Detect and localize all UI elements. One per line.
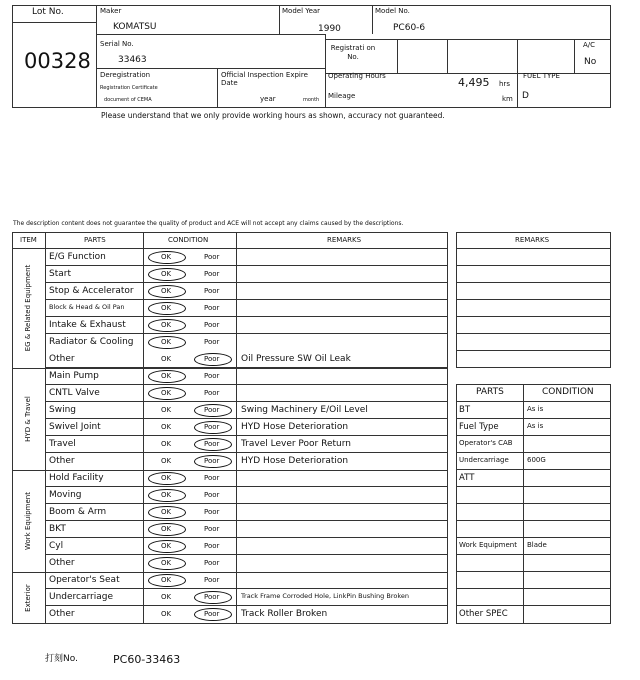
part-label: Hold Facility (49, 473, 104, 483)
part-label: BKT (49, 524, 66, 534)
deregistration-label: Deregistration (100, 71, 151, 79)
remarks2-header: REMARKS (515, 236, 550, 244)
spec-condition: As is (527, 422, 544, 430)
poor-option[interactable]: Poor (204, 491, 220, 499)
poor-option[interactable]: Poor (204, 576, 220, 584)
poor-option[interactable]: Poor (204, 457, 220, 465)
poor-option[interactable]: Poor (204, 406, 220, 414)
part-label: Stop & Accelerator (49, 286, 134, 296)
part-label: Swing (49, 405, 76, 415)
ok-option[interactable]: OK (161, 542, 172, 550)
registration-label: Registrati on No. (330, 44, 376, 62)
poor-option[interactable]: Poor (204, 355, 220, 363)
poor-selected-circle (194, 591, 232, 604)
spec-part: Operator's CAB (459, 439, 513, 447)
ok-option[interactable]: OK (161, 389, 172, 397)
spec-condition: Blade (527, 541, 547, 549)
ok-option[interactable]: OK (161, 508, 172, 516)
ok-selected-circle (148, 285, 186, 298)
hours-note: Please understand that we only provide working hours as shown, accuracy not guaranteed. (101, 111, 445, 120)
group-label-eg: EG & Related Equipment (24, 264, 32, 352)
spec-part: Fuel Type (459, 422, 499, 432)
serial-label: Serial No. (100, 40, 134, 48)
spec-part: Undercarriage (459, 456, 509, 464)
poor-option[interactable]: Poor (204, 270, 220, 278)
remark-text: Track Roller Broken (241, 609, 328, 619)
poor-option[interactable]: Poor (204, 304, 220, 312)
ok-selected-circle (148, 336, 186, 349)
fuel-type-value: D (522, 91, 529, 101)
poor-selected-circle (194, 421, 232, 434)
ok-option[interactable]: OK (161, 593, 172, 601)
ok-option[interactable]: OK (161, 525, 172, 533)
part-label: Block & Head & Oil Pan (49, 303, 125, 311)
stamp-value: PC60-33463 (113, 653, 181, 666)
maker-label: Maker (100, 7, 122, 15)
fuel-type-label: FUEL TYPE (523, 72, 560, 80)
ok-option[interactable]: OK (161, 610, 172, 618)
poor-option[interactable]: Poor (204, 474, 220, 482)
spec-part: ATT (459, 473, 475, 483)
model-no-label: Model No. (375, 7, 410, 15)
stamp-label: 打刻No. (45, 654, 78, 664)
group-label-work: Work Equipment (24, 492, 32, 550)
disclaimer: The description content does not guarantee the quality of product and ACE will not accept any claims caused by the descriptions. (13, 220, 404, 227)
spec-part: Other SPEC (459, 609, 508, 619)
year-label: year (260, 95, 276, 103)
part-label: Main Pump (49, 371, 99, 381)
part-label: Other (49, 609, 75, 619)
parts-header: PARTS (84, 236, 106, 244)
ok-selected-circle (148, 302, 186, 315)
spec-part: BT (459, 405, 471, 415)
poor-selected-circle (194, 438, 232, 451)
remarks-table-2 (456, 232, 611, 368)
poor-option[interactable]: Poor (204, 508, 220, 516)
group-label-hyd: HYD & Travel (24, 396, 32, 442)
poor-option[interactable]: Poor (204, 593, 220, 601)
ok-selected-circle (148, 387, 186, 400)
poor-option[interactable]: Poor (204, 423, 220, 431)
poor-option[interactable]: Poor (204, 389, 220, 397)
ok-option[interactable]: OK (161, 321, 172, 329)
poor-selected-circle (194, 608, 232, 621)
part-label: Moving (49, 490, 82, 500)
spec-condition: As is (527, 405, 544, 413)
ac-value: No (584, 57, 597, 67)
serial-value: 33463 (118, 55, 147, 65)
group-label-exterior: Exterior (24, 584, 32, 612)
condition-header: CONDITION (168, 236, 209, 244)
part-label: E/G Function (49, 252, 106, 262)
ok-option[interactable]: OK (161, 423, 172, 431)
maker-value: KOMATSU (113, 22, 157, 32)
poor-option[interactable]: Poor (204, 559, 220, 567)
remark-text: Travel Lever Poor Return (241, 439, 351, 449)
ok-selected-circle (148, 268, 186, 281)
poor-option[interactable]: Poor (204, 525, 220, 533)
ok-selected-circle (148, 472, 186, 485)
poor-option[interactable]: Poor (204, 321, 220, 329)
part-label: Radiator & Cooling (49, 337, 134, 347)
part-label: Other (49, 558, 75, 568)
remark-text: HYD Hose Deterioration (241, 456, 349, 466)
ok-option[interactable]: OK (161, 474, 172, 482)
poor-option[interactable]: Poor (204, 338, 220, 346)
part-label: Operator's Seat (49, 575, 120, 585)
registration-certificate-label: Registration Certificate (100, 85, 158, 91)
part-label: Boom & Arm (49, 507, 107, 517)
remark-text: Oil Pressure SW Oil Leak (241, 354, 351, 364)
ok-option[interactable]: OK (161, 440, 172, 448)
poor-option[interactable]: Poor (204, 372, 220, 380)
ok-option[interactable]: OK (161, 355, 172, 363)
ok-option[interactable]: OK (161, 338, 172, 346)
poor-option[interactable]: Poor (204, 542, 220, 550)
operating-hours-label: Operating Hours (328, 72, 386, 80)
month-label: month (303, 97, 320, 103)
ok-option[interactable]: OK (161, 270, 172, 278)
part-label: Intake & Exhaust (49, 320, 126, 330)
part-label: Other (49, 456, 75, 466)
ok-selected-circle (148, 523, 186, 536)
part-label: Swivel Joint (49, 422, 101, 432)
ok-selected-circle (148, 540, 186, 553)
poor-option[interactable]: Poor (204, 287, 220, 295)
ok-selected-circle (148, 557, 186, 570)
remark-text: HYD Hose Deterioration (241, 422, 349, 432)
poor-selected-circle (194, 353, 232, 366)
remark-text: Track Frame Corroded Hole, LinkPin Bushing Broken (241, 592, 409, 600)
hrs-label: hrs (499, 80, 510, 88)
ok-option[interactable]: OK (161, 253, 172, 261)
remark-text: Swing Machinery E/Oil Level (241, 405, 368, 415)
part-label: Cyl (49, 541, 64, 551)
ok-option[interactable]: OK (161, 287, 172, 295)
spec-part: Work Equipment (459, 541, 517, 549)
ok-selected-circle (148, 506, 186, 519)
ok-option[interactable]: OK (161, 372, 172, 380)
part-label: Undercarriage (49, 592, 114, 602)
operating-hours-value: 4,495 (458, 76, 490, 89)
remarks-header: REMARKS (327, 236, 362, 244)
ok-selected-circle (148, 319, 186, 332)
spec-parts-header: PARTS (476, 387, 504, 397)
poor-option[interactable]: Poor (204, 440, 220, 448)
part-label: CNTL Valve (49, 388, 100, 398)
lot-number: 00328 (24, 49, 91, 73)
ok-selected-circle (148, 574, 186, 587)
poor-selected-circle (194, 404, 232, 417)
ok-option[interactable]: OK (161, 576, 172, 584)
ok-option[interactable]: OK (161, 559, 172, 567)
mileage-label: Mileage (328, 92, 356, 100)
model-year-value: 1990 (318, 24, 341, 34)
ok-selected-circle (148, 370, 186, 383)
part-label: Other (49, 354, 75, 364)
ok-selected-circle (148, 251, 186, 264)
ok-option[interactable]: OK (161, 491, 172, 499)
lot-label: Lot No. (32, 7, 64, 17)
model-year-label: Model Year (282, 7, 321, 15)
spec-condition: 600G (527, 456, 546, 464)
poor-option[interactable]: Poor (204, 610, 220, 618)
ok-selected-circle (148, 489, 186, 502)
km-label: km (502, 95, 513, 103)
ok-option[interactable]: OK (161, 406, 172, 414)
part-label: Start (49, 269, 71, 279)
item-header: ITEM (20, 236, 37, 244)
poor-option[interactable]: Poor (204, 253, 220, 261)
model-no-value: PC60-6 (393, 23, 426, 33)
inspection-label: Official Inspection Expire Date (221, 71, 308, 88)
ok-option[interactable]: OK (161, 304, 172, 312)
cema-document-label: document of CEMA (104, 97, 152, 103)
ok-option[interactable]: OK (161, 457, 172, 465)
ac-label: A/C (583, 41, 596, 49)
spec-condition-header: CONDITION (542, 387, 594, 397)
poor-selected-circle (194, 455, 232, 468)
part-label: Travel (49, 439, 76, 449)
